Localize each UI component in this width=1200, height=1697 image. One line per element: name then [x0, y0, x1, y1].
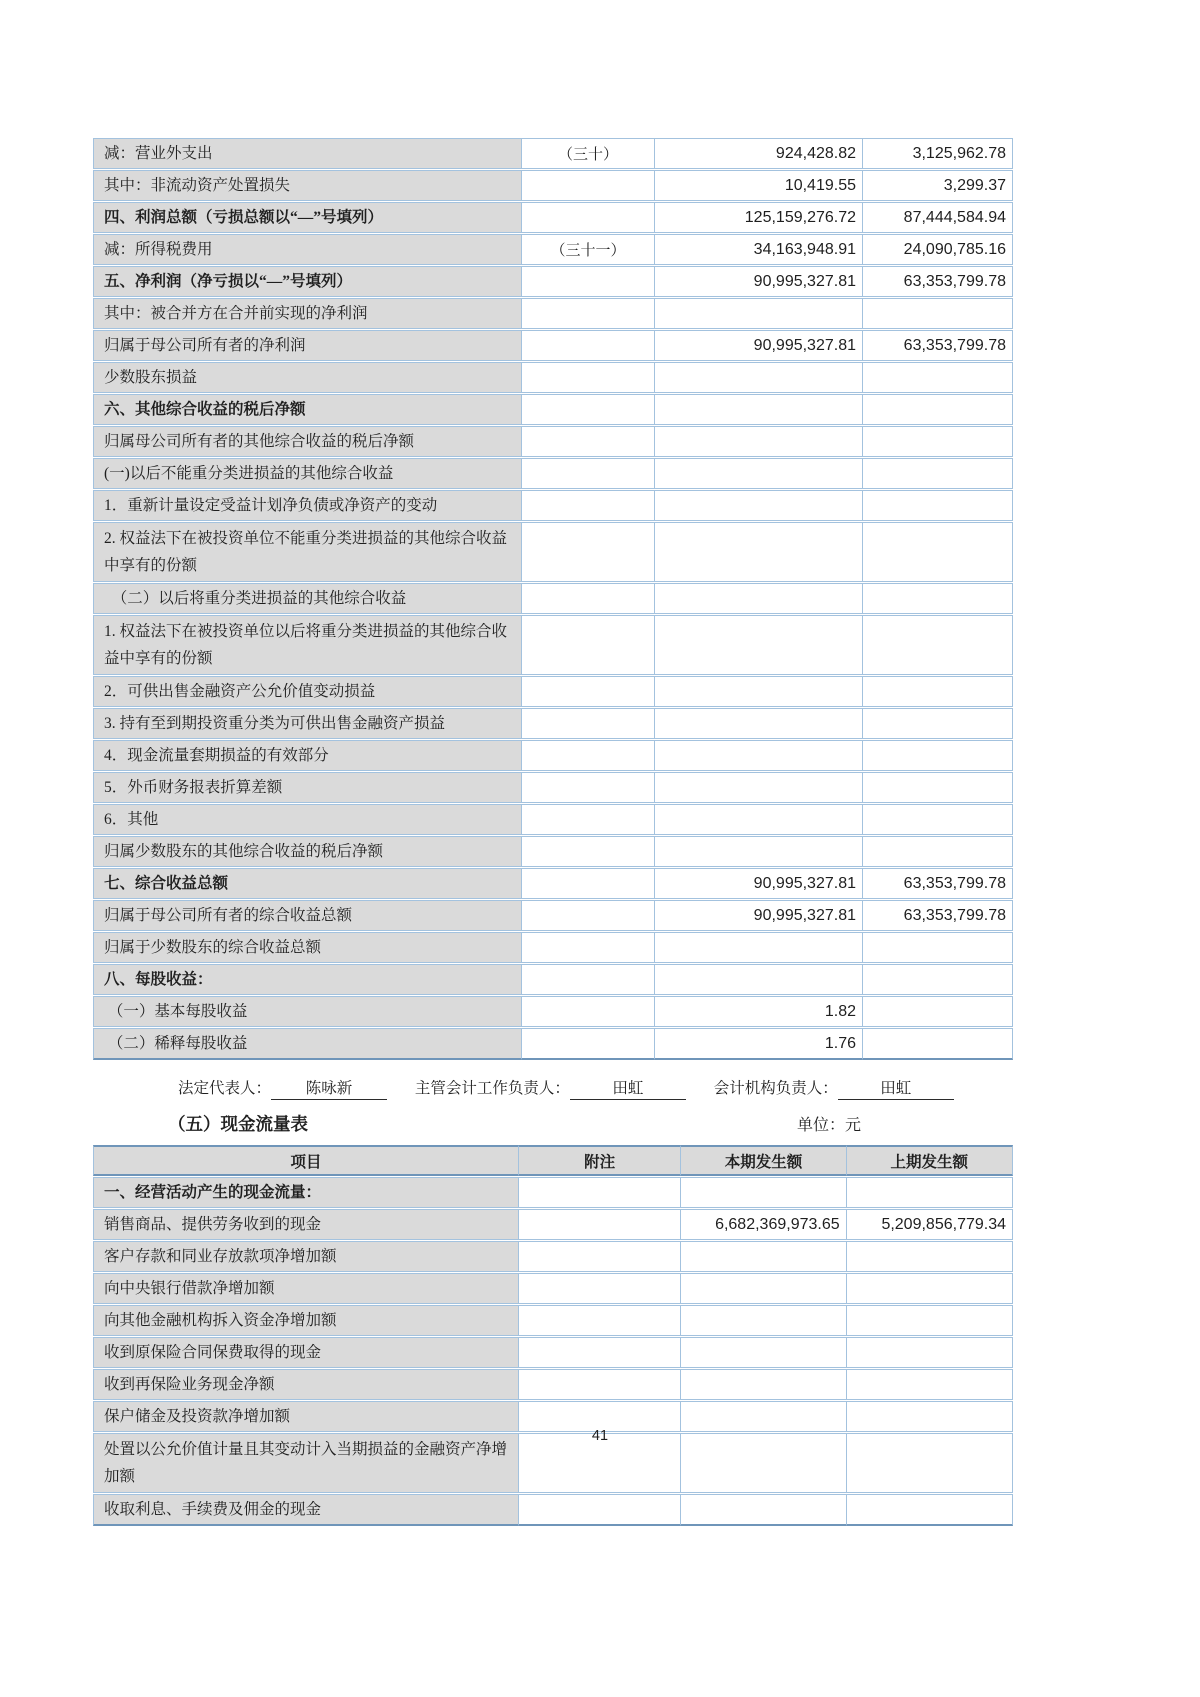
- row-label: 向中央银行借款净增加额: [93, 1273, 519, 1304]
- row-current-period-value: [655, 426, 863, 457]
- row-prior-period-value: [847, 1177, 1013, 1208]
- row-note: [522, 708, 655, 739]
- row-prior-period-value: [863, 740, 1013, 771]
- row-label: 归属于母公司所有者的综合收益总额: [93, 900, 522, 931]
- table-row: [93, 932, 1013, 963]
- row-label: 处置以公允价值计量且其变动计入当期损益的金融资产净增加额: [93, 1433, 519, 1493]
- row-note: [522, 836, 655, 867]
- row-label: 减：所得税费用: [93, 234, 522, 265]
- row-current-period-value: [655, 458, 863, 489]
- row-label: 六、其他综合收益的税后净额: [93, 394, 522, 425]
- row-current-period-value: [655, 583, 863, 614]
- row-note: [522, 740, 655, 771]
- row-label: 1．重新计量设定受益计划净负债或净资产的变动: [93, 490, 522, 521]
- page-number: 41: [591, 1428, 609, 1444]
- row-note: [522, 932, 655, 963]
- row-current-period-value: [681, 1241, 846, 1272]
- row-label: 其中：非流动资产处置损失: [93, 170, 522, 201]
- row-prior-period-value: [863, 836, 1013, 867]
- row-prior-period-value: 5,209,856,779.34: [847, 1209, 1013, 1240]
- chief-accountant-label: 主管会计工作负责人：: [414, 1080, 570, 1097]
- header-row: [93, 1145, 1013, 1176]
- row-prior-period-value: [847, 1241, 1013, 1272]
- row-label: 减：营业外支出: [93, 138, 522, 169]
- section-title: （五）现金流量表: [168, 1114, 308, 1134]
- row-current-period-value: [681, 1494, 846, 1526]
- row-note: （三十）: [522, 138, 655, 169]
- table-row: [93, 458, 1013, 489]
- table-row: [93, 394, 1013, 425]
- row-current-period-value: 6,682,369,973.65: [681, 1209, 846, 1240]
- table-row: [93, 868, 1013, 899]
- row-prior-period-value: 63,353,799.78: [863, 266, 1013, 297]
- row-current-period-value: [655, 298, 863, 329]
- table-row: [93, 362, 1013, 393]
- row-current-period-value: 90,995,327.81: [655, 900, 863, 931]
- chief-accountant-name: 田虹: [570, 1076, 686, 1100]
- table-row: [93, 490, 1013, 521]
- row-current-period-value: [655, 932, 863, 963]
- row-prior-period-value: [847, 1369, 1013, 1400]
- row-prior-period-value: 63,353,799.78: [863, 900, 1013, 931]
- row-current-period-value: 90,995,327.81: [655, 266, 863, 297]
- row-prior-period-value: [847, 1305, 1013, 1336]
- row-prior-period-value: [863, 615, 1013, 675]
- row-note: [522, 522, 655, 582]
- row-label: 4．现金流量套期损益的有效部分: [93, 740, 522, 771]
- table-row: [93, 170, 1013, 201]
- chief-accountant: [415, 1080, 686, 1097]
- table-row: [93, 708, 1013, 739]
- accounting-dept-head: [714, 1080, 954, 1097]
- row-label: 少数股东损益: [93, 362, 522, 393]
- row-label: 归属少数股东的其他综合收益的税后净额: [93, 836, 522, 867]
- row-current-period-value: [655, 522, 863, 582]
- row-current-period-value: [655, 676, 863, 707]
- row-prior-period-value: [863, 394, 1013, 425]
- row-prior-period-value: [863, 522, 1013, 582]
- row-prior-period-value: [847, 1273, 1013, 1304]
- row-label: （二）以后将重分类进损益的其他综合收益: [93, 583, 522, 614]
- row-prior-period-value: [863, 458, 1013, 489]
- row-label: （一）基本每股收益: [93, 996, 522, 1027]
- row-note: [522, 394, 655, 425]
- row-label: 5．外币财务报表折算差额: [93, 772, 522, 803]
- row-label: 3. 持有至到期投资重分类为可供出售金融资产损益: [93, 708, 522, 739]
- row-prior-period-value: [863, 772, 1013, 803]
- table-row: [93, 1177, 1013, 1208]
- row-label: 四、利润总额（亏损总额以“—”号填列）: [93, 202, 522, 233]
- row-current-period-value: [655, 740, 863, 771]
- row-label: 七、综合收益总额: [93, 868, 522, 899]
- table-row: [93, 1273, 1013, 1304]
- row-current-period-value: [681, 1337, 846, 1368]
- row-note: [522, 583, 655, 614]
- row-prior-period-value: 87,444,584.94: [863, 202, 1013, 233]
- row-prior-period-value: [863, 583, 1013, 614]
- row-note: [519, 1369, 681, 1400]
- row-note: [522, 298, 655, 329]
- row-prior-period-value: [863, 676, 1013, 707]
- table-row: [93, 772, 1013, 803]
- row-prior-period-value: 3,299.37: [863, 170, 1013, 201]
- row-label: 2．可供出售金融资产公允价值变动损益: [93, 676, 522, 707]
- row-prior-period-value: 3,125,962.78: [863, 138, 1013, 169]
- legal-representative: [178, 1080, 387, 1097]
- row-current-period-value: [655, 772, 863, 803]
- row-current-period-value: [655, 708, 863, 739]
- table-row: [93, 964, 1013, 995]
- row-note: [519, 1305, 681, 1336]
- row-label: 6．其他: [93, 804, 522, 835]
- row-prior-period-value: [863, 996, 1013, 1027]
- cash-flow-table-header: [93, 1145, 1013, 1176]
- row-prior-period-value: 63,353,799.78: [863, 330, 1013, 361]
- table-row: [93, 298, 1013, 329]
- row-label: 保户储金及投资款净增加额: [93, 1401, 519, 1432]
- accounting-dept-head-label: 会计机构负责人：: [713, 1080, 838, 1097]
- row-label: 归属于少数股东的综合收益总额: [93, 932, 522, 963]
- row-note: [519, 1209, 681, 1240]
- row-label: 客户存款和同业存放款项净增加额: [93, 1241, 519, 1272]
- row-prior-period-value: 63,353,799.78: [863, 868, 1013, 899]
- row-current-period-value: 125,159,276.72: [655, 202, 863, 233]
- row-note: [522, 868, 655, 899]
- row-note: [522, 490, 655, 521]
- row-note: [522, 964, 655, 995]
- row-label: 归属母公司所有者的其他综合收益的税后净额: [93, 426, 522, 457]
- row-note: [522, 615, 655, 675]
- row-prior-period-value: [863, 708, 1013, 739]
- table-row: [93, 1028, 1013, 1060]
- table-row: [93, 996, 1013, 1027]
- table-row: [93, 615, 1013, 675]
- row-label: 五、净利润（净亏损以“—”号填列）: [93, 266, 522, 297]
- row-current-period-value: 1.76: [655, 1028, 863, 1060]
- row-label: 销售商品、提供劳务收到的现金: [93, 1209, 519, 1240]
- cash-flow-rows: [93, 1177, 1013, 1526]
- row-current-period-value: [655, 394, 863, 425]
- table-row: [93, 1241, 1013, 1272]
- row-note: [522, 1028, 655, 1060]
- signature-line: [178, 1076, 1013, 1100]
- legal-representative-name: 陈咏新: [271, 1076, 387, 1100]
- row-current-period-value: 1.82: [655, 996, 863, 1027]
- table-row: [93, 676, 1013, 707]
- row-label: （二）稀释每股收益: [93, 1028, 522, 1060]
- row-label: 收到再保险业务现金净额: [93, 1369, 519, 1400]
- row-current-period-value: [655, 490, 863, 521]
- row-prior-period-value: [863, 932, 1013, 963]
- row-note: [522, 900, 655, 931]
- row-label: 其中：被合并方在合并前实现的净利润: [93, 298, 522, 329]
- row-prior-period-value: [863, 490, 1013, 521]
- column-header: 项目: [93, 1145, 519, 1176]
- row-prior-period-value: [863, 362, 1013, 393]
- row-current-period-value: [655, 362, 863, 393]
- row-label: 八、每股收益：: [93, 964, 522, 995]
- table-row: [93, 138, 1013, 169]
- row-note: [522, 266, 655, 297]
- row-current-period-value: 10,419.55: [655, 170, 863, 201]
- column-header: 附注: [519, 1145, 681, 1176]
- table-row: [93, 1369, 1013, 1400]
- row-prior-period-value: 24,090,785.16: [863, 234, 1013, 265]
- report-content: [93, 137, 1013, 1527]
- row-label: 收到原保险合同保费取得的现金: [93, 1337, 519, 1368]
- row-note: [522, 804, 655, 835]
- table-row: [93, 330, 1013, 361]
- column-header: 本期发生额: [681, 1145, 846, 1176]
- row-prior-period-value: [863, 298, 1013, 329]
- row-note: [519, 1177, 681, 1208]
- row-note: [522, 996, 655, 1027]
- table-row: [93, 1305, 1013, 1336]
- income-statement-rows: [93, 138, 1013, 1060]
- row-prior-period-value: [863, 964, 1013, 995]
- row-prior-period-value: [863, 804, 1013, 835]
- row-current-period-value: 90,995,327.81: [655, 330, 863, 361]
- legal-representative-label: 法定代表人：: [178, 1080, 272, 1097]
- row-current-period-value: [681, 1305, 846, 1336]
- row-note: [519, 1494, 681, 1526]
- row-note: [522, 676, 655, 707]
- accounting-dept-head-name: 田虹: [838, 1076, 954, 1100]
- unit-label: 单位：元: [796, 1117, 861, 1134]
- row-current-period-value: 34,163,948.91: [655, 234, 863, 265]
- table-row: [93, 426, 1013, 457]
- row-prior-period-value: [847, 1494, 1013, 1526]
- row-label: 2. 权益法下在被投资单位不能重分类进损益的其他综合收益中享有的份额: [93, 522, 522, 582]
- row-note: [522, 362, 655, 393]
- table-row: [93, 740, 1013, 771]
- row-note: [519, 1241, 681, 1272]
- row-note: [522, 330, 655, 361]
- row-label: 归属于母公司所有者的净利润: [93, 330, 522, 361]
- table-row: [93, 583, 1013, 614]
- row-current-period-value: 924,428.82: [655, 138, 863, 169]
- row-note: [519, 1273, 681, 1304]
- table-row: [93, 1494, 1013, 1526]
- cash-flow-section-heading: [93, 1111, 1013, 1136]
- row-current-period-value: [655, 836, 863, 867]
- row-note: [522, 458, 655, 489]
- row-current-period-value: [655, 964, 863, 995]
- row-note: （三十一）: [522, 234, 655, 265]
- row-note: [522, 426, 655, 457]
- row-label: 1. 权益法下在被投资单位以后将重分类进损益的其他综合收益中享有的份额: [93, 615, 522, 675]
- row-label: 向其他金融机构拆入资金净增加额: [93, 1305, 519, 1336]
- column-header: 上期发生额: [847, 1145, 1013, 1176]
- row-note: [522, 772, 655, 803]
- table-row: [93, 234, 1013, 265]
- income-statement-table: [93, 137, 1013, 1061]
- table-row: [93, 202, 1013, 233]
- row-current-period-value: [655, 615, 863, 675]
- table-row: [93, 836, 1013, 867]
- row-label: (一)以后不能重分类进损益的其他综合收益: [93, 458, 522, 489]
- row-prior-period-value: [847, 1337, 1013, 1368]
- table-row: [93, 522, 1013, 582]
- table-row: [93, 1337, 1013, 1368]
- row-note: [519, 1337, 681, 1368]
- table-row: [93, 1209, 1013, 1240]
- table-row: [93, 266, 1013, 297]
- row-current-period-value: [681, 1177, 846, 1208]
- row-current-period-value: 90,995,327.81: [655, 868, 863, 899]
- row-note: [522, 170, 655, 201]
- row-current-period-value: [655, 804, 863, 835]
- row-label: 收取利息、手续费及佣金的现金: [93, 1494, 519, 1526]
- row-current-period-value: [681, 1273, 846, 1304]
- row-current-period-value: [681, 1369, 846, 1400]
- table-row: [93, 804, 1013, 835]
- row-prior-period-value: [863, 1028, 1013, 1060]
- row-label: 一、经营活动产生的现金流量：: [93, 1177, 519, 1208]
- row-note: [522, 202, 655, 233]
- table-row: [93, 900, 1013, 931]
- row-prior-period-value: [863, 426, 1013, 457]
- cash-flow-table: [93, 1144, 1013, 1527]
